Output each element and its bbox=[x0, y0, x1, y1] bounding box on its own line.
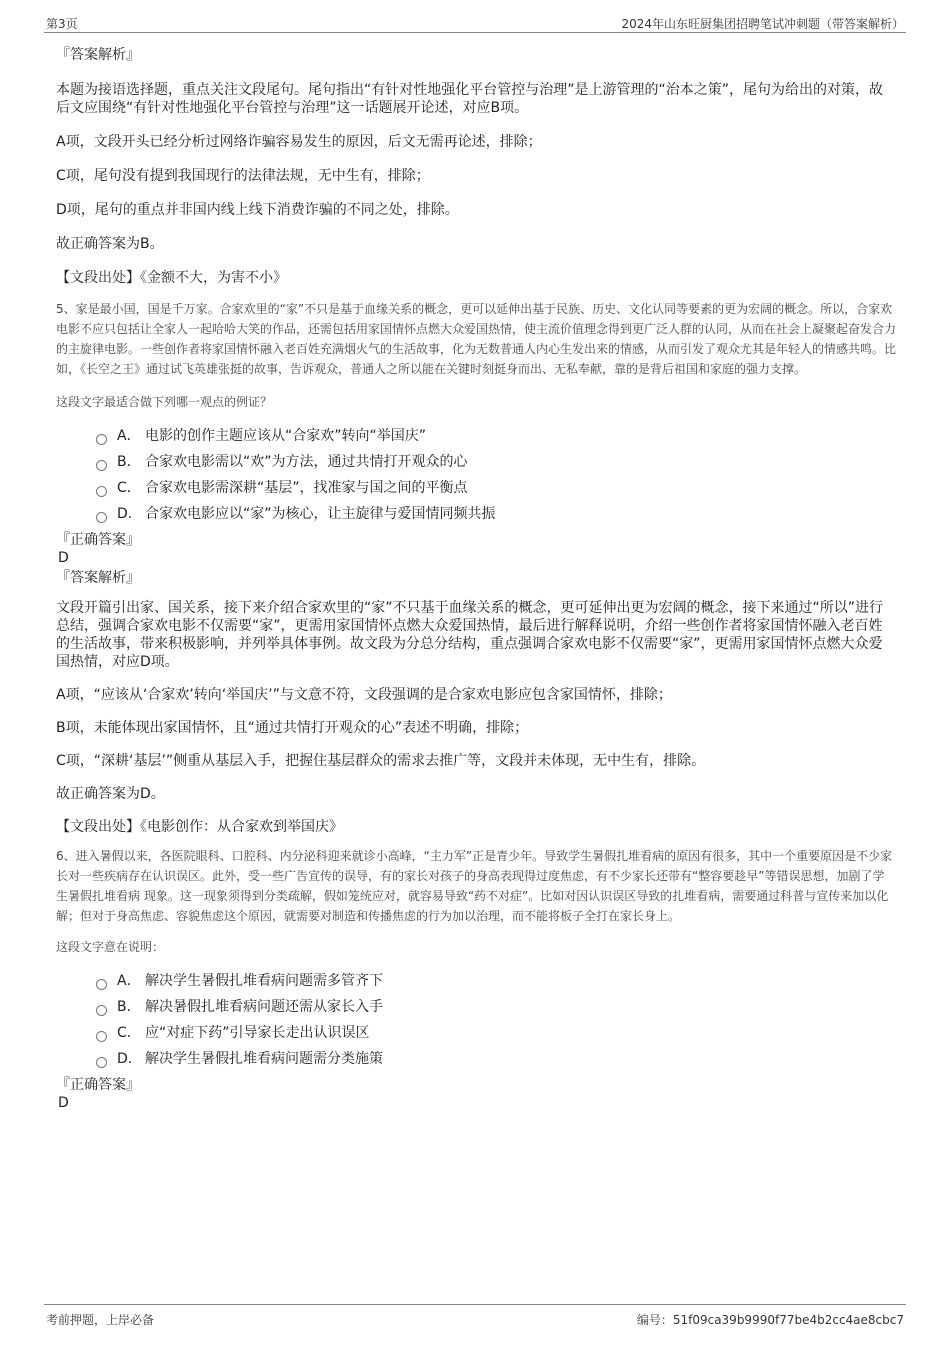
document-title: 2024年山东旺厨集团招聘笔试冲刺题（带答案解析） bbox=[621, 17, 904, 31]
q4-analysis-d: D项，尾句的重点并非国内线上线下消费诈骗的不同之处，排除。 bbox=[56, 202, 459, 218]
option-letter: C． bbox=[117, 1025, 141, 1041]
option-text: 应“对症下药”引导家长走出认识误区 bbox=[145, 1025, 370, 1041]
radio-icon[interactable] bbox=[96, 486, 107, 497]
option-letter: A． bbox=[117, 973, 141, 989]
q5-option-d[interactable] bbox=[96, 501, 896, 527]
q5-analysis-c: C项，“深耕‘基层’”侧重从基层入手，把握住基层群众的需求去推广等，文段并未体现，无中生有，排除。 bbox=[56, 753, 706, 769]
footer-slogan: 考前押题，上岸必备 bbox=[46, 1313, 155, 1327]
q6-answer-label: 『正确答案』 bbox=[56, 1077, 140, 1093]
q5-analysis: 文段开篇引出家、国关系，接下来介绍合家欢里的“家”不只基于血缘关系的概念，更可延伸出更为宏阔的概念，接下来通过“所以”进行总结，强调合家欢电影不仅需要“家”，更需用家国情怀点燃大众爱国热情，最后进行解释说明，介绍一些创作者将家国情怀融入老百姓的生活故事，带来积极影响，并列举具体事例。故文段为分总分结构，重点强调合家欢电影不仅需要“家”，更需用家国情怀点燃大众爱国热情，对应D项。 bbox=[56, 600, 884, 670]
q4-source: 【文段出处】《金额不大，为害不小》 bbox=[56, 270, 287, 286]
q6-prompt: 这段文字意在说明： bbox=[56, 940, 165, 954]
q6-option-a[interactable] bbox=[96, 968, 896, 994]
option-letter: B． bbox=[117, 454, 141, 470]
q5-option-a[interactable] bbox=[96, 423, 896, 449]
option-text: 电影的创作主题应该从“合家欢”转向“举国庆” bbox=[145, 428, 427, 444]
page-content bbox=[56, 46, 896, 1112]
q5-question-text: 5、家是最小国，国是千万家。合家欢里的“家”不只是基于血缘关系的概念，更可以延伸出基于民族、历史、文化认同等要素的更为宏阔的概念。所以，合家欢电影不应只包括让全家人一起哈哈大笑的作品，还需包括用家国情怀点燃大众爱国热情，使主流价值理念得到更广泛人群的认同，从而在社会上凝聚起奋发合力的主旋律电影。一些创作者将家国情怀融入老百姓充满烟火气的生活故事，化为无数普通人内心生发出来的情感，从而引发了观众尤其是年轻人的情感共鸣。比如，《长空之王》通过试飞英雄张挺的故事，告诉观众，普通人之所以能在关键时刻挺身而出、无私奉献，靠的是背后祖国和家庭的强力支撑。 bbox=[56, 302, 897, 376]
q5-conclusion: 故正确答案为D。 bbox=[56, 786, 165, 802]
radio-icon[interactable] bbox=[96, 460, 107, 471]
q5-answer: D bbox=[58, 550, 69, 566]
q5-analysis-label: 『答案解析』 bbox=[56, 570, 140, 586]
q5-source: 【文段出处】《电影创作：从合家欢到举国庆》 bbox=[56, 819, 343, 835]
q6-question-text: 6、进入暑假以来，各医院眼科、口腔科、内分泌科迎来就诊小高峰，“主力军”正是青少年。导致学生暑假扎堆看病的原因有很多，其中一个重要原因是不少家长对一些疾病存在认识误区。此外，受一些广告宣传的误导，有的家长对孩子的身高表现得过度焦虑，有不少家长还带有“整容要趁早”等错误思想，加剧了学生暑假扎堆看病 现象。这一现象须得到分类疏解，假如笼统应对，就容易导致“药不对症”。比如对因认识误区导致的扎堆看病，需要通过科普与宣传来加以化解；但对于身高焦虑、容貌焦虑这个原因，就需要对制造和传播焦虑的行为加以治理，而不能将板子全打在家长身上。 bbox=[56, 849, 893, 923]
option-text: 解决学生暑假扎堆看病问题需多管齐下 bbox=[145, 973, 383, 989]
option-letter: D． bbox=[117, 1051, 142, 1067]
option-letter: C． bbox=[117, 480, 141, 496]
page-footer bbox=[44, 1304, 906, 1325]
q6-options bbox=[56, 968, 896, 1072]
option-text: 解决暑假扎堆看病问题还需从家长入手 bbox=[145, 999, 383, 1015]
q5-analysis-b: B项，未能体现出家国情怀，且“通过共情打开观众的心”表述不明确，排除； bbox=[56, 720, 529, 736]
q5-prompt: 这段文字最适合做下列哪一观点的例证？ bbox=[56, 395, 273, 409]
q5-analysis-a: A项，“应该从‘合家欢’转向‘举国庆’”与文意不符，文段强调的是合家欢电影应包含家国情怀，排除； bbox=[56, 687, 672, 703]
q5-option-b[interactable] bbox=[96, 449, 896, 475]
q6-answer: D bbox=[58, 1095, 69, 1111]
radio-icon[interactable] bbox=[96, 1057, 107, 1068]
q5-option-c[interactable] bbox=[96, 475, 896, 501]
q4-conclusion: 故正确答案为B。 bbox=[56, 236, 164, 252]
q5-options bbox=[56, 423, 896, 527]
radio-icon[interactable] bbox=[96, 1031, 107, 1042]
option-letter: B． bbox=[117, 999, 141, 1015]
option-text: 解决学生暑假扎堆看病问题需分类施策 bbox=[145, 1051, 383, 1067]
q4-analysis-c: C项，尾句没有提到我国现行的法律法规，无中生有，排除； bbox=[56, 168, 430, 184]
radio-icon[interactable] bbox=[96, 512, 107, 523]
q4-analysis-a: A项，文段开头已经分析过网络诈骗容易发生的原因，后文无需再论述，排除； bbox=[56, 134, 542, 150]
option-text: 合家欢电影需深耕“基层”，找准家与国之间的平衡点 bbox=[145, 480, 468, 496]
q6-option-d[interactable] bbox=[96, 1046, 896, 1072]
q4-analysis: 本题为接语选择题，重点关注文段尾句。尾句指出“有针对性地强化平台管控与治理”是上游管理的“治本之策”，尾句为给出的对策，故后文应围绕“有针对性地强化平台管控与治理”这一话题展开论述，对应B项。 bbox=[56, 82, 884, 116]
page-header bbox=[44, 12, 906, 33]
option-letter: D． bbox=[117, 506, 142, 522]
radio-icon[interactable] bbox=[96, 979, 107, 990]
option-letter: A． bbox=[117, 428, 141, 444]
radio-icon[interactable] bbox=[96, 1005, 107, 1016]
document-code: 编号：51f09ca39b9990f77be4b2cc4ae8cbc7 bbox=[636, 1313, 904, 1327]
option-text: 合家欢电影应以“家”为核心，让主旋律与爱国情同频共振 bbox=[145, 506, 496, 522]
q6-option-c[interactable] bbox=[96, 1020, 896, 1046]
option-text: 合家欢电影需以“欢”为方法，通过共情打开观众的心 bbox=[145, 454, 468, 470]
q5-answer-label: 『正确答案』 bbox=[56, 532, 140, 548]
radio-icon[interactable] bbox=[96, 434, 107, 445]
q6-option-b[interactable] bbox=[96, 994, 896, 1020]
page-number: 第3页 bbox=[46, 17, 78, 31]
q4-analysis-label: 『答案解析』 bbox=[56, 47, 140, 63]
